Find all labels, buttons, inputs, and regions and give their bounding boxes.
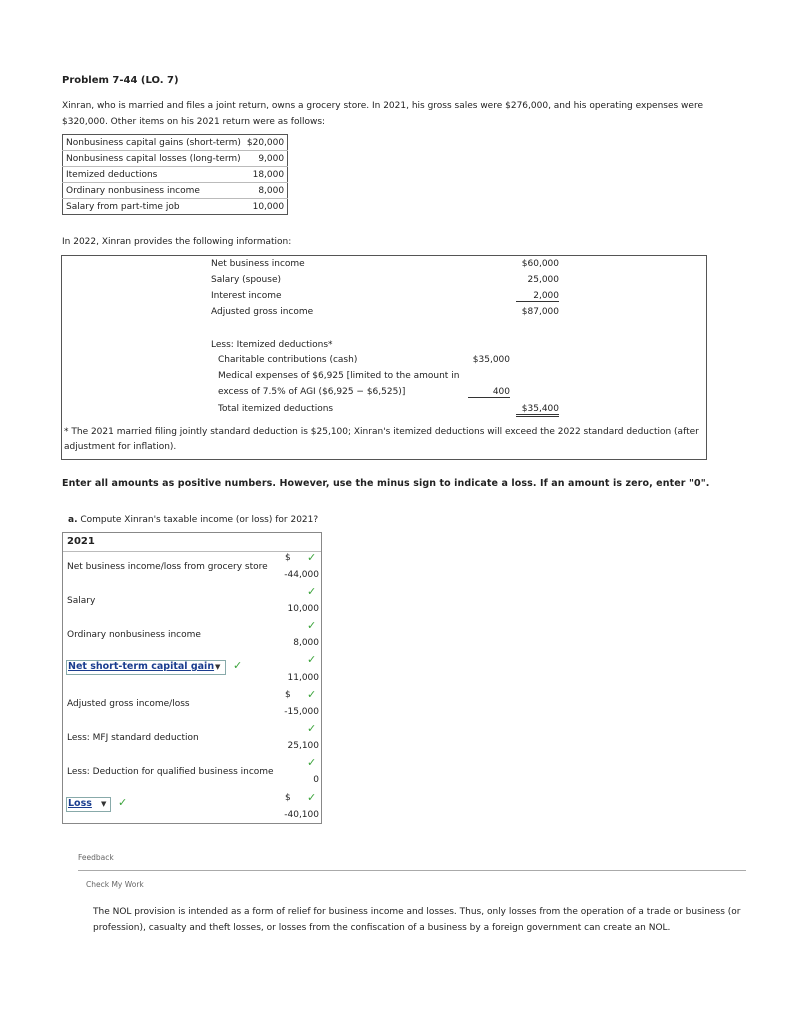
less-itemized-label: Less: Itemized deductions*	[211, 340, 333, 350]
net-business-input[interactable]: -44,000	[284, 570, 319, 580]
table-row	[63, 183, 288, 199]
divider	[78, 870, 746, 871]
salary-label: Salary	[67, 596, 96, 606]
charitable-value: $35,000	[472, 355, 510, 365]
check-icon: ✓	[307, 585, 317, 598]
capital-gain-input[interactable]: 11,000	[287, 673, 319, 683]
problem-title: Problem 7-44 (LO. 7)	[62, 75, 179, 86]
item-label: Nonbusiness capital losses (long-term)	[63, 151, 244, 167]
item-value: $20,000	[244, 135, 288, 151]
item-value: 9,000	[244, 151, 288, 167]
check-icon: ✓	[118, 796, 128, 809]
agi-label: Adjusted gross income	[211, 307, 314, 317]
nol-explanation: The NOL provision is intended as a form of relief for business income and losses. Thus, only losses from the operation of a trade or business (or profession), casualty and theft losses, or losses from the confiscation of a business by a foreign government can create an NOL.	[93, 907, 741, 933]
interest-income-label: Interest income	[211, 291, 282, 301]
qbi-input[interactable]: 0	[313, 775, 319, 785]
salary-spouse-value: 25,000	[527, 275, 559, 285]
agi-input[interactable]: -15,000	[284, 707, 319, 717]
salary-input[interactable]: 10,000	[287, 604, 319, 614]
result-input[interactable]: -40,100	[284, 810, 319, 820]
table-row	[63, 199, 288, 215]
ordinary-income-label: Ordinary nonbusiness income	[67, 630, 201, 640]
item-label: Ordinary nonbusiness income	[63, 183, 244, 199]
question-letter: a.	[68, 515, 78, 525]
dollar-sign: $	[285, 553, 291, 563]
intro-2022: In 2022, Xinran provides the following information:	[62, 237, 292, 247]
chevron-down-icon: ▼	[101, 800, 107, 808]
question-text: Compute Xinran's taxable income (or loss) for 2021?	[80, 515, 319, 525]
items-2021-table	[62, 134, 288, 215]
table-row	[63, 151, 288, 167]
medical-label-line2: excess of 7.5% of AGI ($6,925 − $6,525)]	[218, 387, 406, 397]
check-icon: ✓	[307, 619, 317, 632]
net-business-income-value: $60,000	[521, 259, 559, 269]
total-itemized-label: Total itemized deductions	[218, 404, 334, 414]
capital-gain-select[interactable]	[66, 660, 226, 675]
total-itemized-value: $35,400	[516, 404, 559, 417]
table-row	[63, 135, 288, 151]
table-row	[63, 167, 288, 183]
question-a	[68, 515, 318, 525]
result-select-value: Loss	[68, 798, 92, 809]
item-label: Nonbusiness capital gains (short-term)	[63, 135, 244, 151]
item-value: 10,000	[252, 201, 285, 212]
check-icon: ✓	[307, 688, 317, 701]
info-2022-box	[61, 255, 707, 460]
problem-intro: Xinran, who is married and files a joint return, owns a grocery store. In 2021, his gross sales were $276,000, and his operating expenses were $320,000. Other items on his 2021 return were as follows:	[62, 101, 703, 127]
deduction-footnote: * The 2021 married filing jointly standard deduction is $25,100; Xinran's itemized deductions will exceed the 2022 standard deduction (after adjustment for inflation).	[64, 427, 699, 452]
agi-label: Adjusted gross income/loss	[67, 699, 190, 709]
check-icon: ✓	[307, 653, 317, 666]
chevron-down-icon: ▼	[215, 663, 221, 671]
medical-label-line1: Medical expenses of $6,925 [limited to the amount in	[218, 371, 460, 381]
item-value: 18,000	[244, 167, 288, 183]
item-label: Salary from part-time job	[66, 201, 180, 212]
charitable-label: Charitable contributions (cash)	[218, 355, 358, 365]
divider	[63, 551, 321, 552]
check-icon: ✓	[307, 551, 317, 564]
dollar-sign: $	[285, 690, 291, 700]
agi-value: $87,000	[521, 307, 559, 317]
check-icon: ✓	[307, 756, 317, 769]
interest-income-value: 2,000	[516, 291, 559, 302]
check-icon: ✓	[307, 791, 317, 804]
check-icon: ✓	[307, 722, 317, 735]
instructions: Enter all amounts as positive numbers. However, use the minus sign to indicate a loss. If an amount is zero, enter "0".	[62, 478, 710, 489]
std-deduction-label: Less: MFJ standard deduction	[67, 733, 199, 743]
result-select[interactable]	[66, 797, 111, 812]
dollar-sign: $	[285, 793, 291, 803]
answer-box-2021	[62, 532, 322, 824]
medical-value: 400	[468, 387, 510, 398]
net-business-income-label: Net business income	[211, 259, 305, 269]
item-label: Itemized deductions	[63, 167, 244, 183]
capital-gain-select-value: Net short-term capital gain	[68, 661, 215, 672]
ordinary-income-input[interactable]: 8,000	[293, 638, 319, 648]
std-deduction-input[interactable]: 25,100	[287, 741, 319, 751]
check-my-work-link[interactable]: Check My Work	[86, 880, 144, 889]
item-value: 8,000	[244, 183, 288, 199]
check-icon: ✓	[233, 659, 243, 672]
year-heading: 2021	[67, 536, 95, 547]
salary-spouse-label: Salary (spouse)	[211, 275, 281, 285]
qbi-label: Less: Deduction for qualified business income	[67, 767, 274, 777]
net-business-label: Net business income/loss from grocery store	[67, 562, 268, 572]
feedback-label: Feedback	[78, 853, 114, 862]
